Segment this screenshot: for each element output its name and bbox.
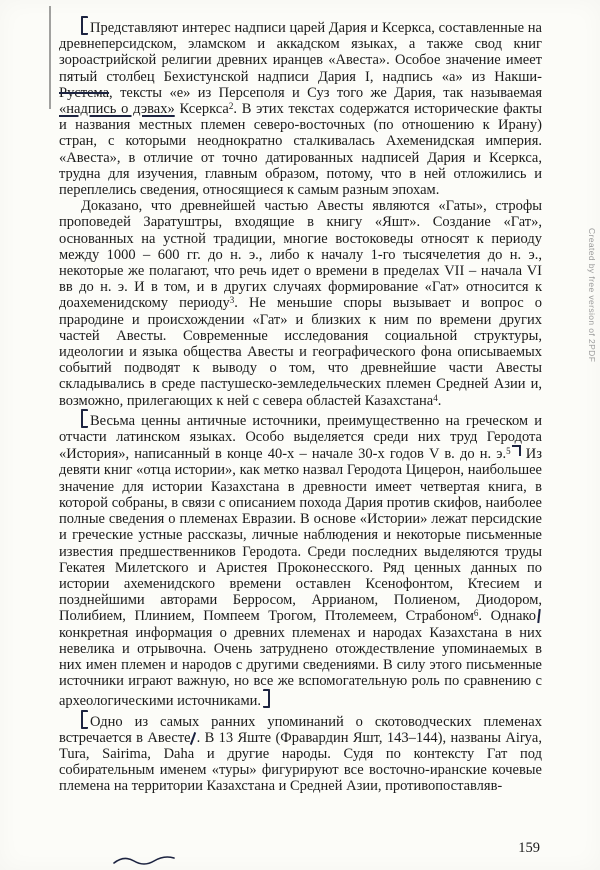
footnote-ref: 2: [228, 101, 234, 112]
footnote-ref: 6: [473, 608, 479, 619]
footnote-ref: 5: [506, 446, 511, 457]
paragraph: [59, 198, 542, 409]
ink-squiggle-mark: [112, 853, 182, 867]
paragraph: [59, 710, 542, 795]
text-segment: . В 13 Яште (Фравардин Яшт, 143–144), названы Airya, Tura, Sairima, Daha и другие народы. Судя по контексту Гат под собирательным именем «туры» фигурируют все восточно-иранские кочевые племена на территории Казахстана и Средней Азии, противопоставляв-: [59, 729, 542, 795]
paragraph: [59, 409, 542, 710]
ink-corner-mark: [512, 445, 521, 456]
scan-artifact-line: [49, 6, 51, 109]
ink-bracket-open-mark: [81, 16, 88, 35]
page-text: [59, 16, 542, 795]
text-segment: .: [437, 392, 442, 409]
ink-bracket-open-mark: [81, 409, 88, 428]
ink-strikethrough-text: Рустема: [59, 84, 110, 101]
ink-bracket-close-mark: [263, 689, 270, 708]
text-segment: Представляют интерес надписи царей Дария и Ксеркса, составленные на древнеперсидском, эламском и аккадском языках, а также свод книг зороастрийской религии древних иранцев «Авеста». Особое значение имеет пятый столбец Бехистунской надписи Дария I, надпись «а» из Накши-: [59, 20, 542, 85]
text-segment: , тексты «е» из Персеполя и Суз того же Дария, так называемая: [109, 84, 542, 101]
ink-vertical-stroke-mark: [537, 609, 540, 623]
text-segment: . Не меньшие споры вызывает и вопрос о прародине и происхождении «Гат» и близких к ним по времени других частей Авесты. Современные исследования социальной структуры, идеологии и языка общества Авесты и географического фона описываемых событий подводят к выводу о том, что древнейшие части Авесты складывались в среде пастушеско-земледельческих племен Средней Азии и, возможно, прилегающих к ней с севера областей Казахстана: [59, 295, 542, 409]
page-number: 159: [518, 840, 540, 856]
text-segment: Весьма ценны античные источники, преимущественно на греческом и отчасти латинском языках. Особо выделяется среди них труд Геродота «История», написанный в конце 40-х – начале 30-х годов V в. до н. э.: [59, 412, 542, 463]
text-segment: Доказано, что древнейшей частью Авесты являются «Гаты», строфы проповедей Заратуштры, входящие в книгу «Яшт». Создание «Гат», основанных на устной традиции, многие востоковеды относят к периоду между 1000 – 600 гг. до н. э., либо к началу 1-го тысячелетия до н. э., некоторые же полагают, что речь идет о времени в пределах VII – начала VI вв до н. э. И в том, и в других случаях формирование «Гат» относится к доахеменидскому периоду: [59, 198, 542, 312]
footnote-ref: 3: [229, 295, 235, 306]
text-segment: Из девяти книг «отца истории», как метко назвал Геродота Цицерон, наибольшее значение для истории Казахстана в древности имеет четвертая книга, в которой собраны, в связи с описанием похода Дария против скифов, наиболее полные сведения о племенах Евразии. В основе «Истории» лежат персидские и греческие устные рассказы, личные наблюдения и некоторые письменные известия предшественников Геродота. Среди последних выделяются труды Гекатея Милетского и Аристея Проконесского. Ряд ценных данных по истории ахеменидского времени оставлен Ксенофонтом, Ктесием и позднейшими авторами Берросом, Аррианом, Полиеном, Диодором, Полибием, Плинием, Помпеем Трогом, Птолемеем, Страбоном: [59, 446, 543, 625]
ink-underlined-text: «надпись о дэвах»: [59, 101, 175, 118]
text-segment: . В этих текстах содержатся исторические факты и названия местных племен северо-восточных (по отношению к Ирану) стран, с которыми неоднократно сталкивалась Ахеменидская империя. «Авеста», в отличие от точно датированных надписей Дария и Ксеркса, трудна для изучения, главным образом, потому, что в ней отложились и переплелись сведения, относящиеся к самым разным эпохам.: [59, 101, 542, 199]
text-segment: Ксеркса: [174, 101, 229, 118]
footnote-ref: 4: [433, 392, 438, 403]
ink-bracket-open-mark: [81, 710, 88, 729]
text-segment: . Однако: [478, 608, 536, 625]
text-segment: конкретная информация о древних племенах и народах Казахстана в них невелика и отрывочна. Очень затруднено отождествление упоминаемых в них имен племен и народов с другими сведениями. В силу этого письменные источники играют важную, но все же вспомогательную роль по сравнению с археологическими источниками.: [59, 624, 542, 710]
paragraph: [59, 16, 542, 198]
text-segment: Одно из самых ранних упоминаний о скотоводческих племенах встречается в Авесте: [59, 713, 542, 746]
watermark-text: Created by free version of 2PDF: [587, 228, 597, 363]
